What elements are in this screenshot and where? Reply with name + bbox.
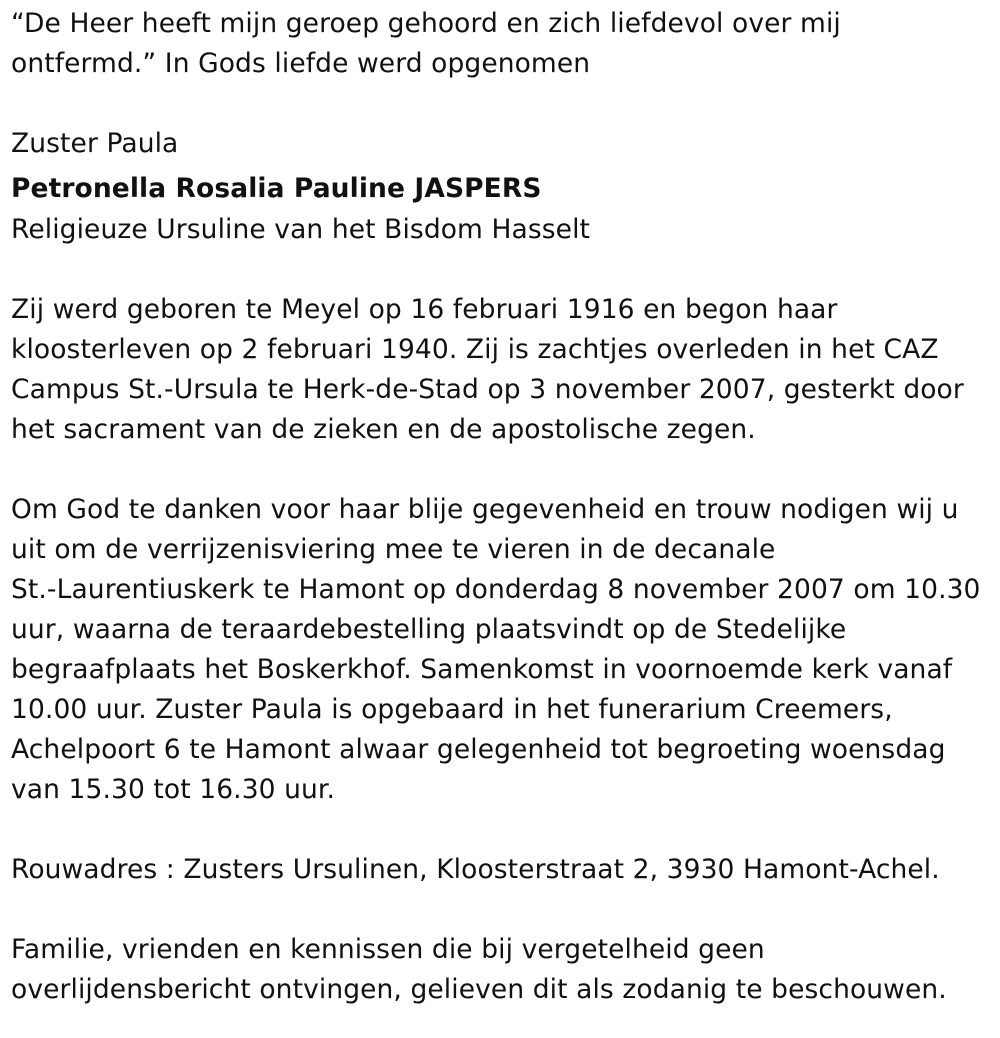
biography-line: Campus St.-Ursula te Herk-de-Stad op 3 november 2007, gesterkt door	[11, 374, 964, 405]
service-block	[11, 490, 991, 810]
closing-block	[11, 930, 991, 1010]
service-line: Om God te danken voor haar blije gegevenheid en trouw nodigen wij u	[11, 494, 959, 525]
service-line: uur, waarna de teraardebestelling plaatsvindt op de Stedelijke	[11, 614, 847, 645]
biography-line: het sacrament van de zieken en de apostolische zegen.	[11, 414, 756, 445]
spacer	[11, 450, 991, 490]
mourning-address: Rouwadres : Zusters Ursulinen, Kloosterstraat 2, 3930 Hamont-Achel.	[11, 854, 940, 885]
closing-line: overlijdensbericht ontvingen, gelieven dit als zodanig te beschouwen.	[11, 974, 947, 1005]
service-line: St.-Laurentiuskerk te Hamont op donderdag 8 november 2007 om 10.30	[11, 574, 981, 605]
spacer	[11, 890, 991, 930]
spacer	[11, 810, 991, 850]
biography-line: Zij werd geboren te Meyel op 16 februari 1916 en begon haar	[11, 294, 838, 325]
closing-line: Familie, vrienden en kennissen die bij vergetelheid geen	[11, 934, 765, 965]
service-line: Achelpoort 6 te Hamont alwaar gelegenheid tot begroeting woensdag	[11, 734, 946, 765]
service-line: uit om de verrijzenisviering mee te vieren in de decanale	[11, 534, 776, 565]
service-line: van 15.30 tot 16.30 uur.	[11, 774, 336, 805]
spacer	[11, 250, 991, 290]
biography-block	[11, 290, 991, 450]
spacer	[11, 84, 991, 124]
obituary-notice	[11, 4, 991, 1010]
service-line: 10.00 uur. Zuster Paula is opgebaard in het funerarium Creemers,	[11, 694, 893, 725]
biography-line: kloosterleven op 2 februari 1940. Zij is zachtjes overleden in het CAZ	[11, 334, 939, 365]
quote-line: ontfermd.” In Gods liefde werd opgenomen	[11, 48, 591, 79]
quote-block	[11, 4, 991, 84]
full-name: Petronella Rosalia Pauline JASPERS	[11, 173, 542, 204]
religious-name: Zuster Paula	[11, 128, 179, 159]
service-line: begraafplaats het Boskerkhof. Samenkomst in voornoemde kerk vanaf	[11, 654, 953, 685]
religious-order: Religieuze Ursuline van het Bisdom Hasselt	[11, 214, 591, 245]
quote-line: “De Heer heeft mijn geroep gehoord en zich liefdevol over mij	[11, 8, 841, 39]
